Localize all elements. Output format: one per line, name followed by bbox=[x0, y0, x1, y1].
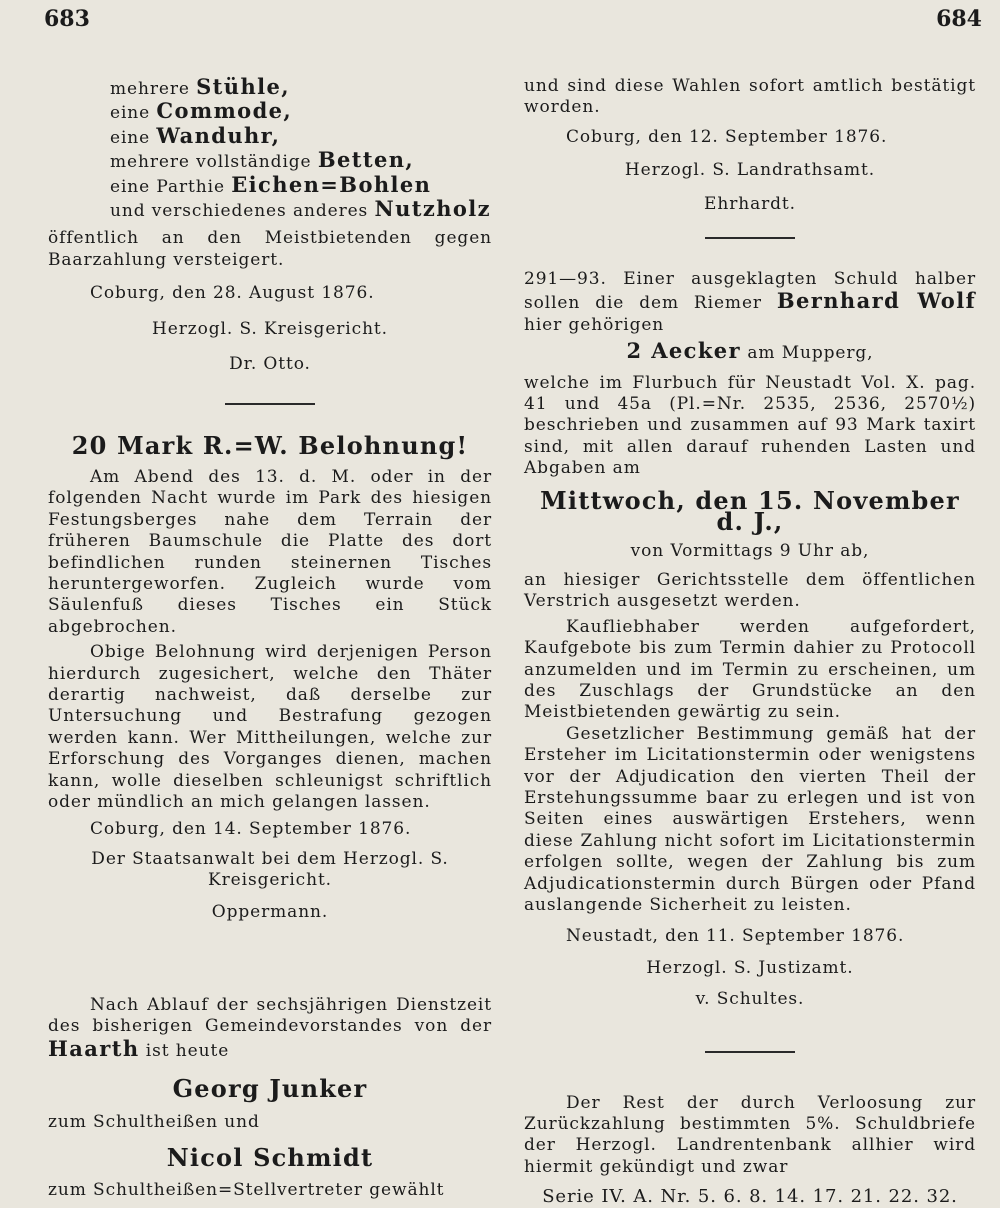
sale-time: von Vormittags 9 Uhr ab, bbox=[630, 540, 870, 561]
place-name: Haarth bbox=[48, 1035, 140, 1061]
elected-name: Georg Junker bbox=[172, 1074, 368, 1104]
sale-object: 2 Aecker am Mupperg, bbox=[626, 338, 874, 364]
sale-date: Mittwoch, den 15. November d. J., bbox=[540, 485, 960, 537]
elected-name: Nicol Schmidt bbox=[166, 1143, 374, 1173]
sale-paragraph: Kaufliebhaber werden aufgefordert, Kaufgebote bis zum Termin dahier zu Protocoll anzumelden und im Termin zu erscheinen, um des Zuschlags der Grundstücke an den Meistbietenden gewärtig zu sein. bbox=[524, 616, 976, 723]
list-item: eine Wanduhr, bbox=[110, 122, 281, 148]
list-item: mehrere Stühle, bbox=[110, 74, 290, 99]
auction-signature: Dr. Otto. bbox=[229, 354, 311, 375]
owner-name: Bernhard Wolf bbox=[776, 288, 976, 314]
reward-signature: Oppermann. bbox=[211, 901, 329, 922]
reward-place-date: Coburg, den 14. September 1876. bbox=[90, 819, 412, 840]
item-list bbox=[48, 76, 492, 222]
list-item: eine Commode, bbox=[110, 98, 293, 124]
divider bbox=[705, 1051, 795, 1053]
list-item: mehrere vollständige Betten, bbox=[110, 147, 415, 173]
list-item: eine Parthie Eichen=Bohlen bbox=[110, 171, 432, 197]
right-column bbox=[524, 76, 976, 1208]
elected-role: zum Schultheißen=Stellvertreter gewählt bbox=[48, 1180, 445, 1201]
page-number-left: 683 bbox=[44, 6, 90, 32]
reward-paragraph: Obige Belohnung wird derjenigen Person hierdurch zugesichert, welche den Thäter derartig nachweist, daß derselbe zur Untersuchung und Bestrafung gezogen werden kann. Wer Mittheilungen, welche zur Erforschung des Vorganges dienen, machen kann, wolle dieselben schleunigst schriftlich oder mündlich an mich gelangen lassen. bbox=[48, 642, 492, 812]
elected-role: zum Schultheißen und bbox=[48, 1111, 260, 1132]
continuation-authority: Herzogl. S. Landrathsamt. bbox=[624, 160, 876, 181]
sale-paragraph: welche im Flurbuch für Neustadt Vol. X. pag. 41 und 45a (Pl.=Nr. 2535, 2536, 2570½) beschrieben und zusammen auf 93 Mark taxirt sind, mit allen darauf ruhenden Lasten und Abgaben am bbox=[524, 372, 976, 479]
divider bbox=[705, 237, 795, 239]
sale-signature: v. Schultes. bbox=[695, 989, 805, 1010]
sale-paragraph: Gesetzlicher Bestimmung gemäß hat der Ersteher im Licitationstermin oder wenigstens vor der Adjudication den vierten Theil der Erstehungssumme baar zu erlegen und ist von Seiten eines auswärtigen Erstehers, wenn diese Zahlung nicht sofort im Licitationstermin erfolgen sollte, wegen der Zahlung bis zum Adjudicationstermin durch Bürgen oder Pfand auslangende Sicherheit zu leisten. bbox=[524, 723, 976, 915]
auction-place-date: Coburg, den 28. August 1876. bbox=[90, 283, 375, 304]
continuation-text: und sind diese Wahlen sofort amtlich bestätigt worden. bbox=[524, 76, 976, 118]
continuation-place-date: Coburg, den 12. September 1876. bbox=[566, 126, 888, 147]
bond-series: Serie IV. A. Nr. 5. 6. 8. 14. 17. 21. 22. 32. bbox=[542, 1186, 958, 1208]
reward-authority: Der Staatsanwalt bei dem Herzogl. S. Kreisgericht. bbox=[91, 848, 449, 891]
election-paragraph: Nach Ablauf der sechsjährigen Dienstzeit des bisherigen Gemeindevorstandes von der Haarth ist heute bbox=[48, 995, 492, 1061]
divider bbox=[225, 403, 315, 405]
list-item: und verschiedenes anderes Nutzholz bbox=[110, 196, 491, 222]
auction-authority: Herzogl. S. Kreisgericht. bbox=[152, 318, 388, 339]
continuation-signature: Ehrhardt. bbox=[704, 193, 796, 214]
left-column bbox=[48, 76, 492, 1202]
page-number-right: 684 bbox=[936, 6, 982, 32]
sale-authority: Herzogl. S. Justizamt. bbox=[646, 957, 854, 978]
auction-text: öffentlich an den Meistbietenden gegen Baarzahlung versteigert. bbox=[48, 228, 492, 270]
reward-paragraph: Am Abend des 13. d. M. oder in der folgenden Nacht wurde im Park des hiesigen Festungsberges nahe dem Terrain der früheren Baumschule die Platte des dort befindlichen runden steinernen Tisches heruntergeworfen. Zugleich wurde vom Säulenfuß dieses Tisches ein Stück abgebrochen. bbox=[48, 466, 492, 637]
sale-paragraph: an hiesiger Gerichtsstelle dem öffentlichen Verstrich ausgesetzt werden. bbox=[524, 569, 976, 612]
sale-paragraph: 291—93. Einer ausgeklagten Schuld halber sollen die dem Riemer Bernhard Wolf hier gehörigen bbox=[524, 269, 976, 335]
bond-paragraph: Der Rest der durch Verloosung zur Zurückzahlung bestimmten 5%. Schuldbriefe der Herzogl. Landrentenbank allhier wird hiermit gekündigt und zwar bbox=[524, 1092, 976, 1177]
sale-place-date: Neustadt, den 11. September 1876. bbox=[566, 926, 905, 947]
reward-title: 20 Mark R.=W. Belohnung! bbox=[71, 431, 469, 461]
